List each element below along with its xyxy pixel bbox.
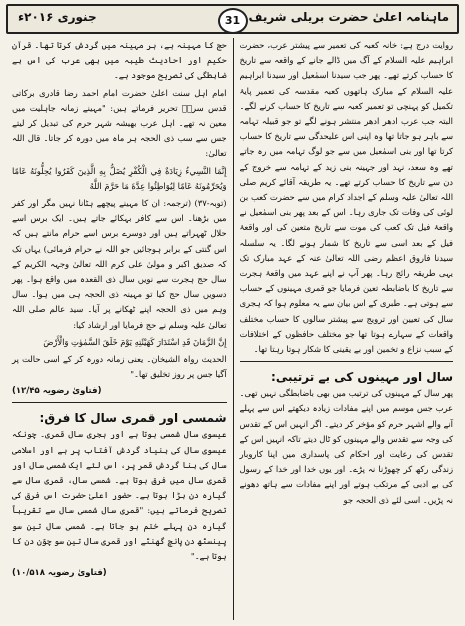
right-column xyxy=(233,38,460,620)
hadith-text: إِنَّ الزَّمَانَ قَدِ اسْتَدَارَ كَهَيْئَتِهِ يَوْمَ خَلَقَ السَّمٰوٰتِ وَالْأَرْضَ xyxy=(43,336,227,347)
paragraph: حج کا مہینہ ہے، ہر مہینہ میں گردش کرتا تھا۔ قرآن حکیم اور احادیث طیبہ میں بھی عرب کی اس بے ضابطگی کی تصریح موجود ہے۔ xyxy=(12,40,227,81)
section-divider xyxy=(12,402,227,403)
reference: (فتاویٰ رضویہ ۱۰/۵۱۸) xyxy=(12,568,107,579)
section-divider xyxy=(240,361,454,362)
quran-verse: إِنَّمَا النَّسِيءُ زِيَادَةٌ فِي الْكُفْرِ يُضَلُّ بِهِ الَّذِينَ كَفَرُوا يُحِلُّونَهُ عَامًا وَيُحَرِّمُونَهُ عَامًا لِيُوَاطِئُوا عِدَّةَ مَا حَرَّمَ اللَّهُ xyxy=(12,165,227,191)
section-heading: سال اور مہینوں کی بے ترتیبی: xyxy=(271,370,453,385)
issue-date: جنوری ۲۰۱۶ء xyxy=(18,10,97,24)
paragraph: روایت درج ہے: خانہ کعبہ کی تعمیر سے پیشتر عرب، حضرت ابراہیم علیہ السلام کے آگ میں ڈالے جانے کے واقعہ سے تاریخ کا حساب کرتے تھے۔ پھر جب سیدنا اسمٰعیل اور سیدنا ابراہیم علیہ السلام کے مبارک ہاتھوں کعبہ مقدسہ کی تعمیر پایۂ تکمیل کو پہنچی تو تعمیر کعبہ سے تاریخ کا حساب کرنے لگے۔ البتہ جب عرب ادھر ادھر منتشر ہونے لگے تو جو قبیلہ تہامہ سے باہر ہو جاتا تھا وہ اپنی اس علیحدگی سے تاریخ کا حساب کرتا تھا اور بنی اسمٰعیل میں سے جو لوگ تہامہ میں رہ جاتے تھے وہ سعد، نہد اور جہینہ بنی زید کے تہامہ سے خروج کے دن سے تاریخ کا حساب کرتے تھے۔ یہ طریقہ آقائے کریم صلی اللہ تعالیٰ علیہ وسلم کے اجداد کرام میں سے حضرت کعب بن لوئی کی وفات تک جاری رہا۔ اس کے بعد پھر بنی اسمٰعیل نے واقعۂ فیل تک کعب کی موت سے تاریخ متعین کی اور واقعۂ فیل کے بعد اسی سے تاریخ کا شمار ہونے لگا۔ یہ سلسلہ سیدنا فاروق اعظم رضی اللہ تعالیٰ عنہ کے عہد مبارک تک یہی طریقہ رائج رہا۔ پھر آپ نے اپنے عہد میں واقعۂ ہجرت سے تاریخ کا باضابطہ تعین فرمایا جو قمری مہینوں کے حساب سے ہوتی ہے۔ طبری کے اس بیان سے یہ معلوم ہوا کہ ہجری سال کی تعیین اور ترویج سے پیشتر سالوں کا حساب مختلف واقعات کے سہارے ہوتا تھا جو مختلف حافظوں کے اختلافات کے سبب نزاع و تخمین اور بے یقینی کا شکار ہوتا رہتا تھا۔ xyxy=(239,40,453,355)
paragraph: امام اہل سنت اعلیٰ حضرت امام احمد رضا قادری برکاتی قدس سرہٗ تحریر فرماتے ہیں: "مہینے زمانہ جاہلیت میں معین نہ تھے۔ اہل عرب بھیشہ شہر حرم کی تبدیل کر لیتے جس سے سب ذی الحجہ ہر ماہ میں دورہ کر جاتا۔ قال اللہ تعالیٰ: xyxy=(12,87,227,159)
paragraph: الحدیث رواہ الشیخان۔ یعنی زمانہ دورہ کر کے اسی حالت پر آگیا جس پر روز تخلیق تھا۔" xyxy=(12,354,227,380)
article-columns xyxy=(6,38,459,620)
left-column xyxy=(6,38,233,620)
reference: (فتاویٰ رضویہ ۱۲/۴۵) xyxy=(12,386,102,397)
paragraph: (توبہ-۳۷) (ترجمہ: ان کا مہینے پیچھے ہٹانا نہیں مگر اور کفر میں بڑھنا۔ اس سے کافر بہکائے جاتے ہیں۔ ایک برس اسے حلال ٹھہراتے ہیں اور دوسرے برس اسے حرام مانتے ہیں کہ اس گنتی کے برابر ہوجائیں جو اللہ نے حرام فرمائی) یہاں تک کہ صدیق اکبر و مولیٰ علی کرم اللہ تعالیٰ وجہہ الکریم کے سال حج ہجرت سے نویں سال ذی القعدہ میں واقع ہوا۔ پھر دسویں سال حج کیا تو مہینہ ذی الحجہ ہی میں ہوا۔ سال وہم میں ذی الحجہ اپنے ٹھکانے پر آیا۔ سید عالم صلی اللہ تعالیٰ علیہ وسلم نے حج فرمایا اور ارشاد کیا: xyxy=(12,198,227,330)
page-header xyxy=(6,4,459,34)
magazine-title: ماہنامہ اعلیٰ حضرت بریلی شریف xyxy=(248,10,449,24)
paragraph: پھر سال کے مہینوں کی ترتیب میں بھی باضابطگی نہیں تھی۔ عرب جس موسم میں اپنے مفادات زیادہ دیکھتے اس سے پہلے آنے والے اشہر حرم کو مؤخر کر دیتے۔ اگر انہیں اس کے تقدس کی وجہ سے تقدس والے مہینوں کو ٹال دیتے تاکہ انہیں اس کے تقدس کی رعایت اور احکام کی پاسداری میں اپنا کاروبار زندگی رکھ کر چھوڑنا نہ پڑے۔ اور یوں خدا اور خدا کے رسول کی بے ادبی کے مرتکب ہوتے اور اپنے مفادات سے ہاتھ دھونے نہ پڑیں۔ اسی لئے ذی الحجہ جو xyxy=(239,388,453,505)
paragraph: عیسوی سال شمسی ہوتا ہے اور ہجری سال قمری۔ چونکہ عیسوی سال کی بنیاد گردش آفتاب پر ہے اور اسلامی سال کی بنا گردش قمر پر، اس لئے ایک شمسی سال اور قمری سال میں فرق ہوتا ہے۔ شمسی سال، قمری سال سے گیارہ دن بڑا ہوتا ہے۔ حضور اعلیٰ حضرت اس فرق کی تصریح فرماتے ہیں: "قمری سال شمسی سال سے تقریباً گیارہ دن پہلے ختم ہو جاتا ہے۔ شمسی سال تین سو پینسٹھ دن پانچ گھنٹے اور قمری سال تین سو چوّن دن کا ہوتا ہے۔" xyxy=(12,429,227,562)
section-heading: شمسی اور قمری سال کا فرق: xyxy=(39,411,227,426)
page-number: 31 xyxy=(218,8,248,34)
